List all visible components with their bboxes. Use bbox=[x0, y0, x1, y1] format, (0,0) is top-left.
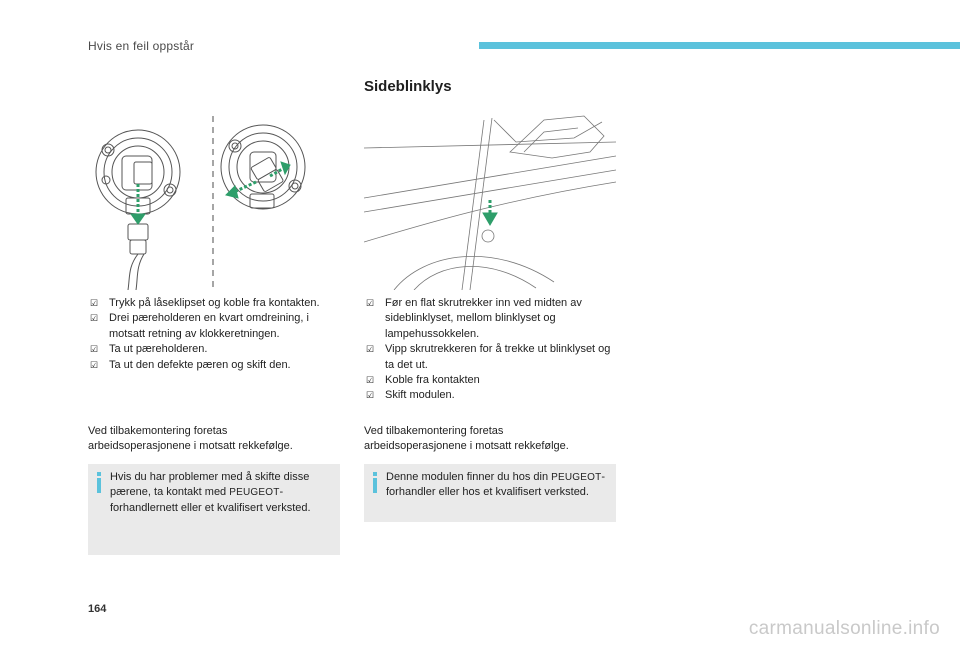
page-number: 164 bbox=[88, 603, 107, 615]
checkbox-bullet-icon: ☑ bbox=[90, 313, 99, 324]
header-title: Hvis en feil oppstår bbox=[88, 39, 195, 53]
checkbox-bullet-icon: ☑ bbox=[90, 344, 99, 355]
right-info-note bbox=[364, 464, 616, 522]
right-steps-list bbox=[364, 296, 620, 404]
list-item: ☑ Ta ut pæreholderen. bbox=[88, 342, 344, 357]
list-item: ☑ Vipp skrutrekkeren for å trekke ut blinklyset og ta det ut. bbox=[366, 343, 611, 371]
info-icon bbox=[97, 472, 101, 476]
list-item: ☑ Før en flat skrutrekker inn ved midten av sideblinklyset, mellom blinklyset og lampehussokkelen. bbox=[366, 297, 582, 340]
list-item: ☑ Drei pæreholderen en kvart omdreining, i motsatt retning av klokkeretningen. bbox=[90, 312, 309, 340]
checkbox-bullet-icon: ☑ bbox=[366, 375, 375, 386]
info-icon bbox=[373, 472, 377, 476]
list-item: ☑ Koble fra kontakten bbox=[364, 373, 620, 388]
list-item: ☑ Trykk på låseklipset og koble fra kontakten. bbox=[88, 296, 344, 311]
left-info-note bbox=[88, 464, 340, 555]
checkbox-bullet-icon: ☑ bbox=[366, 390, 375, 401]
list-item: ☑ Ta ut den defekte pæren og skift den. bbox=[88, 358, 344, 373]
side-indicator-illustration bbox=[364, 112, 616, 290]
right-note-text: Denne modulen finner du hos din PEUGEOT-forhandler eller hos et kvalifisert verksted. bbox=[386, 471, 606, 499]
checkbox-bullet-icon: ☑ bbox=[366, 298, 375, 308]
section-title: Sideblinklys bbox=[364, 78, 452, 95]
right-reassembly-text: Ved tilbakemontering foretas arbeidsoperasjonene i motsatt rekkefølge. bbox=[364, 425, 569, 453]
checkbox-bullet-icon: ☑ bbox=[90, 359, 99, 370]
left-reassembly-text: Ved tilbakemontering foretas arbeidsoperasjonene i motsatt rekkefølge. bbox=[88, 425, 293, 453]
checkbox-bullet-icon: ☑ bbox=[90, 298, 99, 308]
watermark: carmanualsonline.info bbox=[748, 618, 940, 639]
left-note-text: Hvis du har problemer med å skifte disse pærene, ta kontakt med PEUGEOT-forhandlernett eller et kvalifisert verksted. bbox=[110, 471, 311, 514]
list-item: ☑ Skift modulen. bbox=[364, 388, 620, 403]
left-steps-list bbox=[88, 296, 344, 373]
header-accent-bar bbox=[479, 42, 960, 49]
checkbox-bullet-icon: ☑ bbox=[366, 344, 375, 355]
bulb-holder-illustration bbox=[88, 112, 340, 290]
